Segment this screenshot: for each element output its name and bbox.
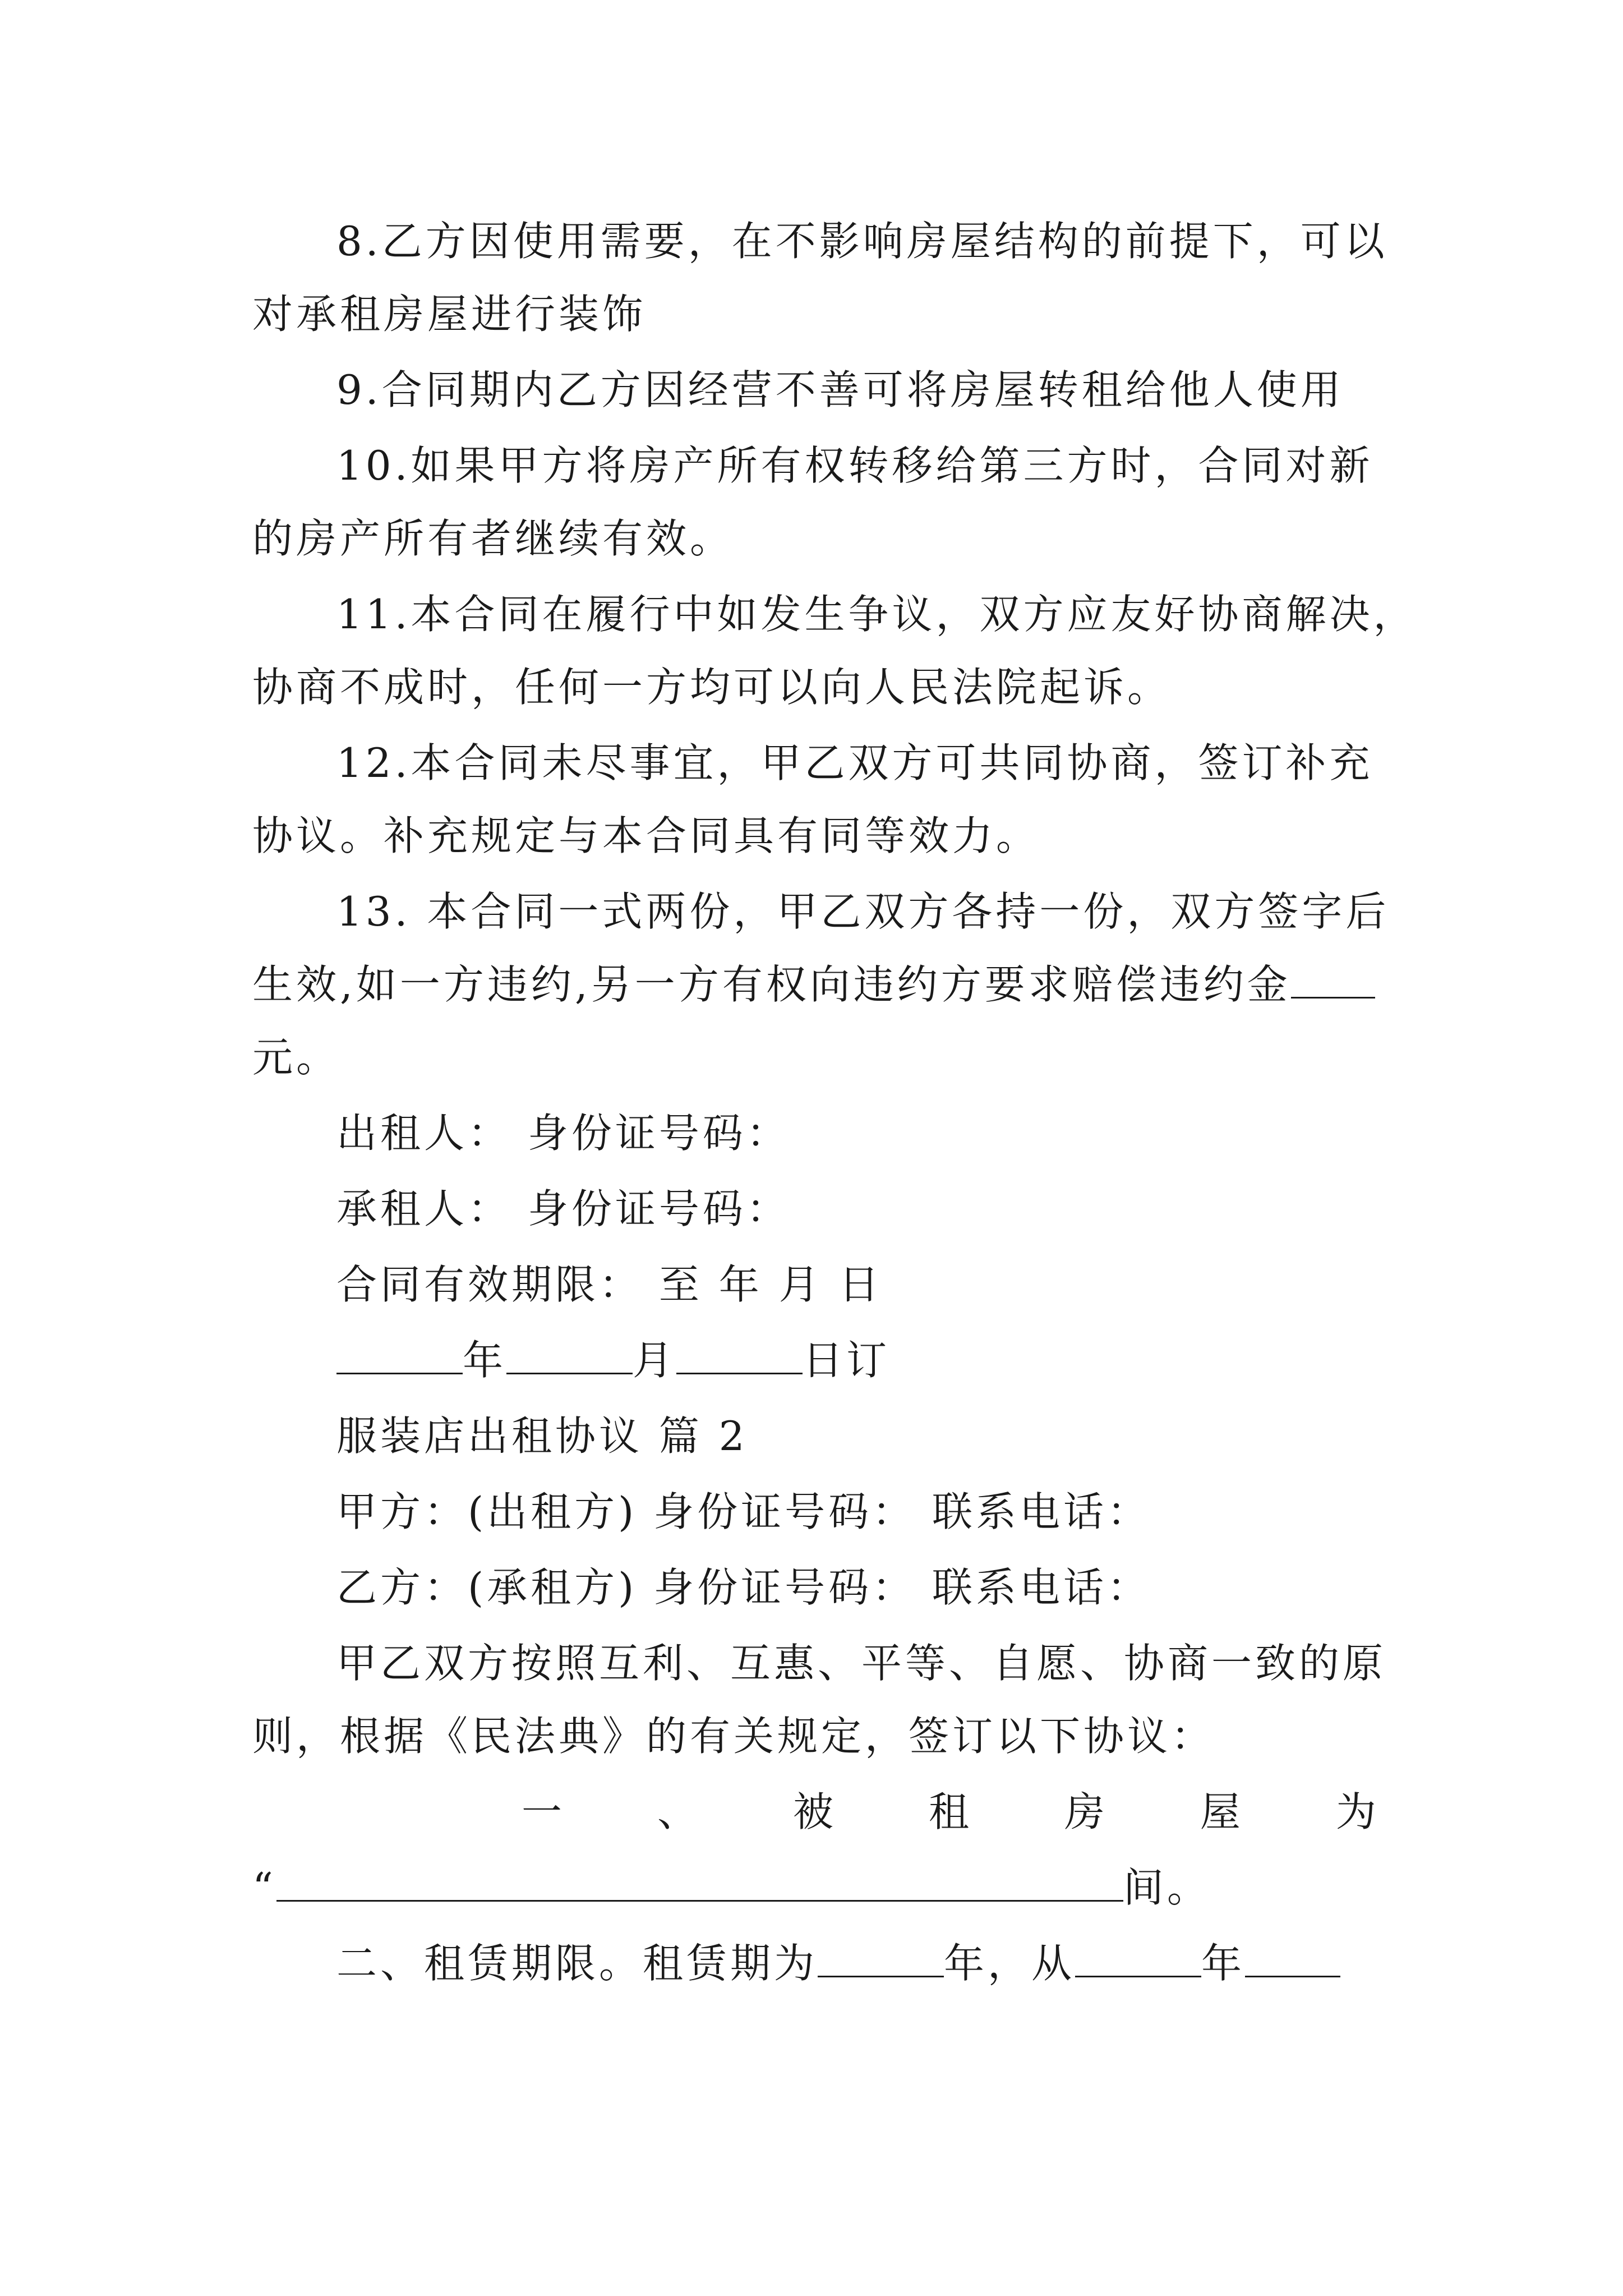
- article-1-char: 屋: [1200, 1788, 1244, 1835]
- clause-10-line-2: 的房产所有者继续有效。: [252, 515, 734, 562]
- year-blank: [336, 1328, 463, 1374]
- year-label-2: 年: [1201, 1940, 1246, 1987]
- lease-term-label: 二、租赁期限。租赁期为: [336, 1940, 818, 1987]
- clause-10-line-1: 10.如果甲方将房产所有权转移给第三方时，合同对新: [336, 442, 1373, 489]
- start-year-blank: [1075, 1931, 1201, 1977]
- article-1-char: 一: [522, 1788, 566, 1835]
- article-2-line: [252, 1924, 1464, 2003]
- month-label: 月: [633, 1337, 677, 1384]
- preamble-line-1: 甲乙双方按照互利、互惠、平等、自愿、协商一致的原: [336, 1640, 1387, 1687]
- from-label: 年，从: [944, 1940, 1076, 1987]
- month-blank: [506, 1328, 633, 1374]
- article-1-char: 房: [1064, 1788, 1108, 1835]
- party-b-line: 乙方：(承租方) 身份证号码： 联系电话：: [336, 1564, 1151, 1611]
- article-1-char: 租: [928, 1788, 972, 1835]
- signing-date-line: [252, 1321, 1464, 1400]
- start-month-blank: [1245, 1931, 1340, 1977]
- article-1-suffix: 间。: [1123, 1864, 1211, 1911]
- party-a-line: 甲方：(出租方) 身份证号码： 联系电话：: [336, 1488, 1151, 1535]
- lease-years-blank: [818, 1931, 944, 1977]
- article-1-char: 被: [792, 1788, 837, 1835]
- clause-13-line-1: 13. 本合同一式两份，甲乙双方各持一份，双方签字后: [336, 888, 1390, 935]
- penalty-amount-blank: [1291, 952, 1375, 999]
- clause-8-line-2: 对承租房屋进行装饰: [252, 291, 647, 338]
- clause-11-line-2: 协商不成时，任何一方均可以向人民法院起诉。: [252, 664, 1172, 711]
- clause-13-line-2: [252, 945, 1380, 1024]
- premises-blank: [276, 1855, 1123, 1902]
- article-1-line-1: [252, 1773, 1380, 1851]
- contract-term-line: 合同有效期限： 至 年 月 日: [336, 1261, 883, 1308]
- clause-13-line-3: 元。: [252, 1034, 340, 1081]
- preamble-line-2: 则，根据《民法典》的有关规定，签订以下协议：: [252, 1713, 1215, 1760]
- clause-13-text: 生效,如一方违约,另一方有权向违约方要求赔偿违约金: [252, 961, 1291, 1008]
- clause-8-line-1: 8.乙方因使用需要，在不影响房屋结构的前提下，可以: [336, 218, 1388, 265]
- lessor-signature-line: 出租人： 身份证号码：: [336, 1110, 790, 1157]
- clause-11-line-1: 11.本合同在履行中如发生争议，双方应友好协商解决，: [336, 591, 1417, 638]
- clause-9: 9.合同期内乙方因经营不善可将房屋转租给他人使用: [336, 366, 1344, 413]
- article-1-char: 为: [1335, 1788, 1380, 1835]
- section-heading: 服装店出租协议 篇 2: [336, 1412, 748, 1460]
- day-blank: [676, 1328, 803, 1374]
- year-label: 年: [463, 1337, 507, 1384]
- lessee-signature-line: 承租人： 身份证号码：: [336, 1185, 790, 1232]
- article-1-char: 、: [657, 1788, 701, 1835]
- clause-12-line-2: 协议。补充规定与本合同具有同等效力。: [252, 812, 1040, 859]
- open-quote: “: [252, 1864, 276, 1911]
- day-label: 日订: [803, 1337, 891, 1384]
- article-1-line-2: [252, 1848, 1380, 1927]
- clause-12-line-1: 12.本合同未尽事宜，甲乙双方可共同协商，签订补充: [336, 739, 1373, 786]
